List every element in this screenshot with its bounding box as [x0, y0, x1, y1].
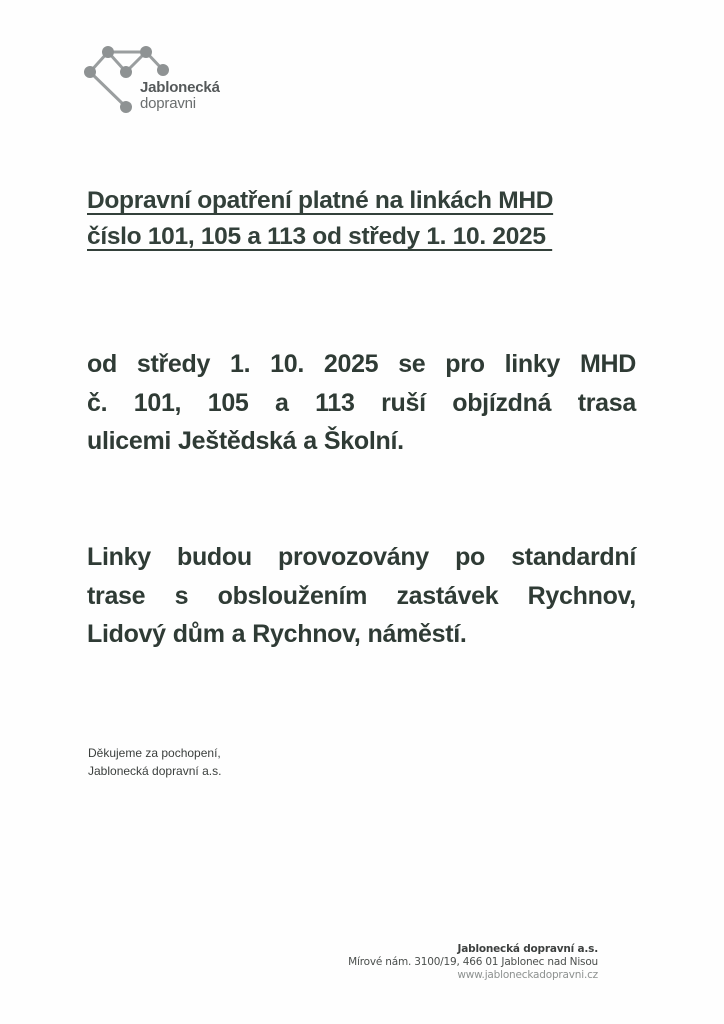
word: dům — [172, 620, 225, 648]
word: náměstí. — [367, 620, 467, 648]
logo-company-subtitle: dopravni — [140, 95, 196, 112]
word: Ještědská — [178, 427, 297, 455]
word: standardní — [511, 543, 636, 571]
title-line-1: Dopravní opatření platné na linkách MHD — [87, 187, 554, 214]
company-logo — [80, 40, 240, 120]
word: trasa — [577, 388, 636, 417]
word: pro — [445, 350, 485, 378]
footer-company-name: Jablonecká dopravní a.s. — [457, 943, 598, 955]
word: se — [398, 350, 426, 378]
footer-contact — [348, 943, 598, 982]
word: po — [455, 543, 486, 571]
word: ruší — [381, 388, 426, 417]
closing-thanks: Děkujeme za pochopení, — [88, 746, 221, 760]
word: 101, — [133, 388, 182, 417]
word: provozovány — [278, 543, 429, 571]
word: Rychnov, — [527, 581, 636, 610]
word: 105 — [207, 388, 249, 417]
paragraph-line — [87, 615, 636, 654]
word: 1. — [229, 350, 251, 378]
word: Školní. — [323, 427, 404, 455]
paragraph-line — [87, 577, 636, 616]
paragraph-standard-route — [87, 538, 636, 654]
closing-company: Jablonecká dopravní a.s. — [88, 764, 222, 778]
word: 2025 — [323, 350, 379, 378]
word: obsloužením — [217, 581, 368, 610]
closing-signature — [88, 744, 221, 780]
word: linky — [504, 350, 561, 378]
footer-address: Mírové nám. 3100/19, 466 01 Jablonec nad Nisou — [348, 956, 598, 968]
word: a — [303, 427, 317, 455]
title-line-2: číslo 101, 105 a 113 od středy 1. 10. 2025 — [87, 223, 553, 250]
logo-company-name: Jablonecká — [140, 79, 220, 96]
word: s — [174, 581, 189, 610]
word: budou — [176, 543, 252, 571]
paragraph-line — [87, 422, 636, 461]
word: trase — [87, 581, 146, 610]
word: zastávek — [396, 581, 499, 610]
word: Lidový — [87, 620, 166, 648]
word: a — [231, 620, 246, 648]
paragraph-line — [87, 538, 636, 577]
word: středy — [136, 350, 211, 378]
word: Linky — [87, 543, 151, 571]
word: od — [87, 350, 117, 378]
notice-title — [87, 183, 637, 255]
word: č. — [87, 388, 108, 417]
paragraph-line — [87, 345, 636, 384]
word: objízdná — [452, 388, 552, 417]
word: 113 — [315, 388, 355, 417]
word: 10. — [270, 350, 304, 378]
word: a — [275, 388, 289, 417]
paragraph-line — [87, 384, 636, 423]
word: Rychnov, — [252, 620, 361, 648]
paragraph-route-cancellation — [87, 345, 636, 461]
word: MHD — [579, 350, 636, 378]
footer-website-link[interactable]: www.jabloneckadopravni.cz — [457, 969, 598, 981]
word: ulicemi — [87, 427, 172, 455]
